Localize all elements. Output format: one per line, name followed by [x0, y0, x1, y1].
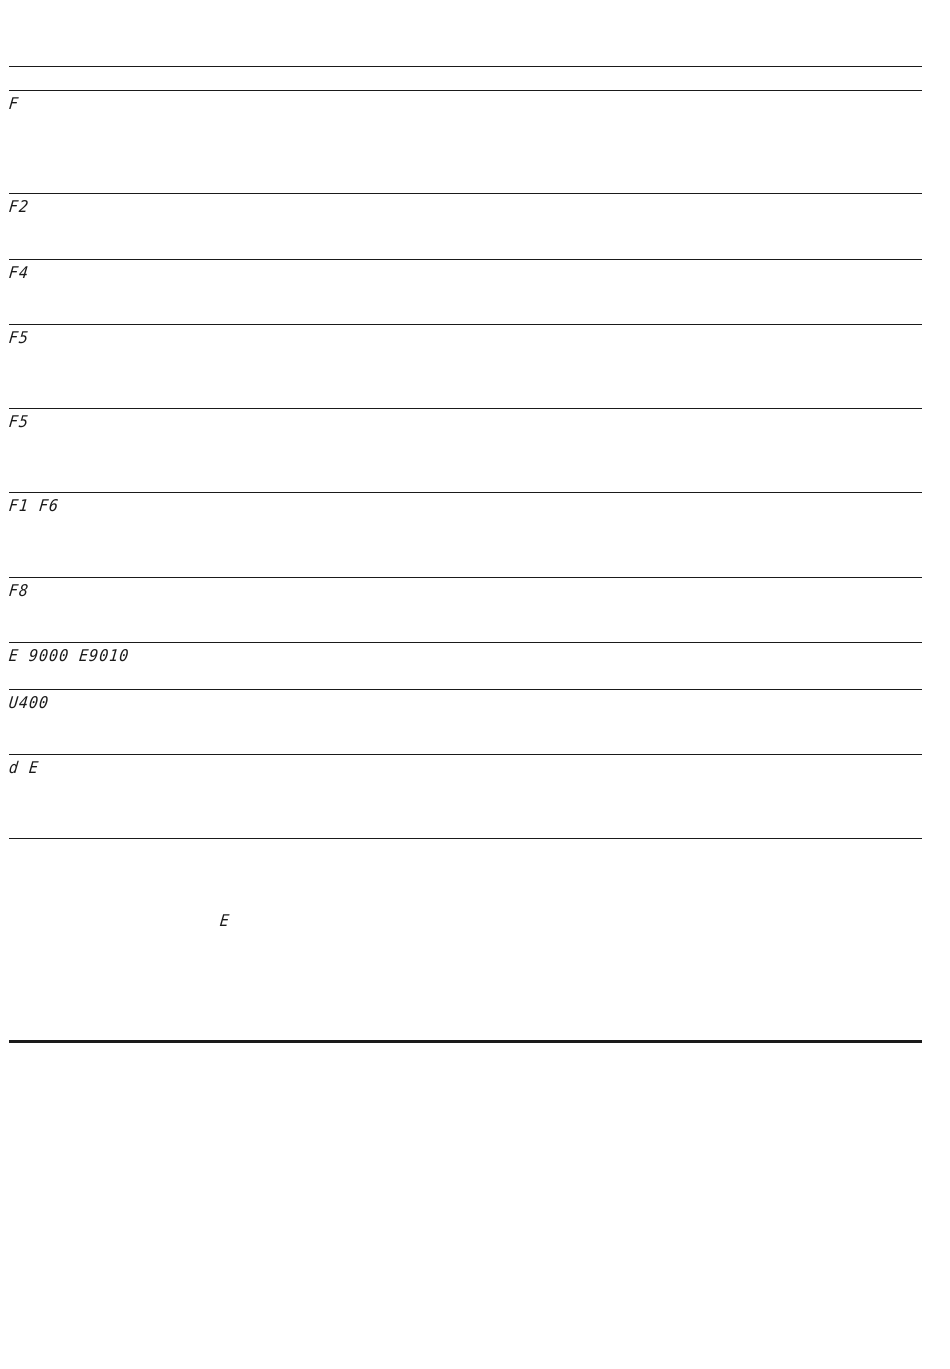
table-row	[9, 754, 922, 838]
fault-code: F4	[7, 263, 31, 283]
fault-code: F8	[7, 581, 31, 601]
table-row	[9, 642, 922, 689]
fault-code: d E	[7, 758, 41, 778]
table-top-rule	[9, 66, 922, 67]
table-row	[9, 577, 922, 642]
table-row	[9, 259, 922, 324]
fault-code: F5	[7, 328, 31, 348]
note-display-code: E	[218, 911, 231, 931]
table-row	[9, 90, 922, 193]
fault-code: F1 F6	[7, 496, 61, 516]
table-row	[9, 492, 922, 577]
table-row	[9, 193, 922, 259]
table-row	[9, 324, 922, 408]
table-bottom-rule	[9, 838, 922, 839]
fault-code: F2	[7, 197, 31, 217]
fault-code: F5	[7, 412, 31, 432]
section-end-rule	[9, 1040, 922, 1043]
fault-code: U400	[7, 693, 51, 713]
fault-code: F	[7, 94, 21, 114]
fault-code: E 9000 E9010	[7, 646, 131, 666]
table-row	[9, 408, 922, 492]
table-row	[9, 689, 922, 754]
